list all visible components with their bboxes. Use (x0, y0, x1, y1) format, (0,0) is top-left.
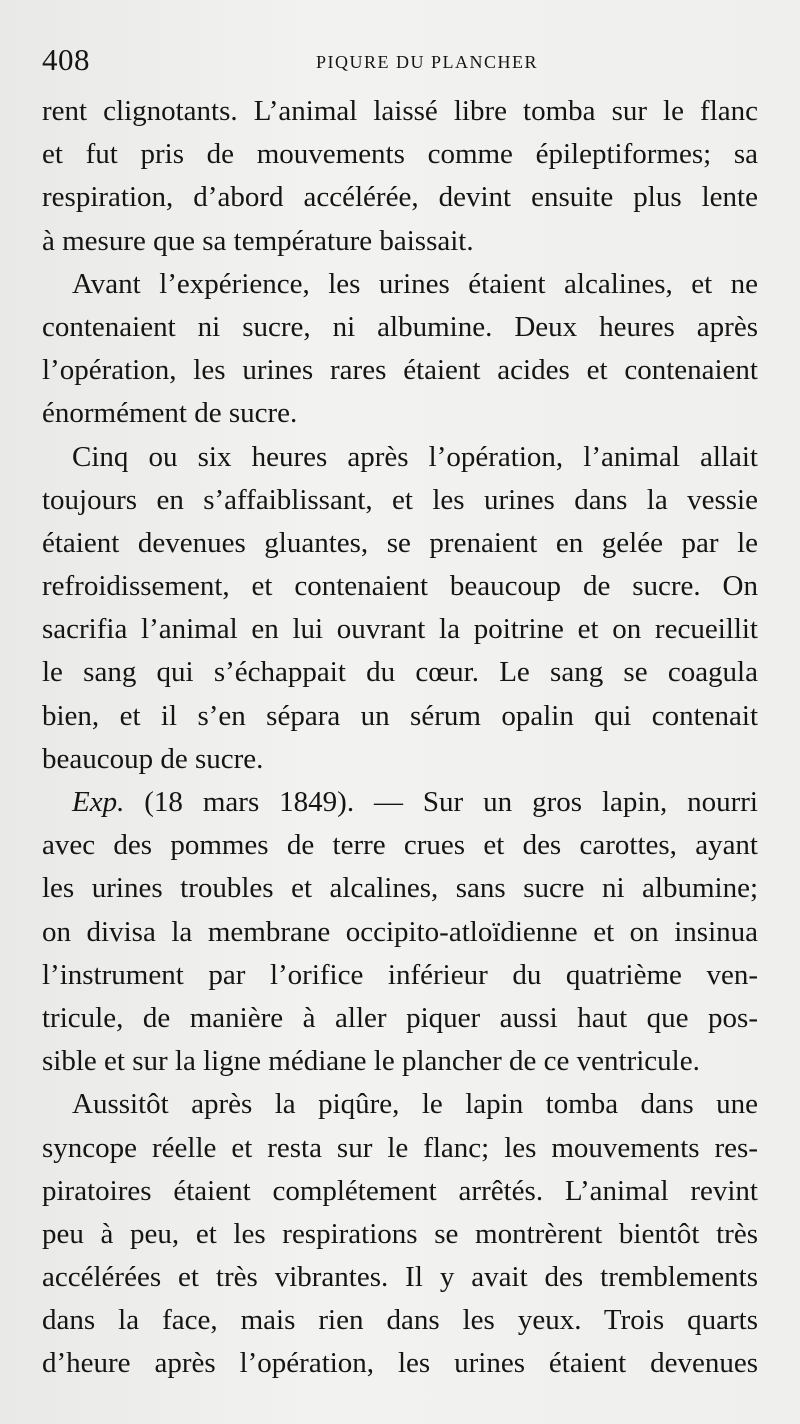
experiment-label: Exp. (72, 786, 125, 818)
text-line: l’instrument par l’orifice inférieur du quatrième ven- (42, 958, 758, 991)
text-line: à mesure que sa température baissait. (42, 224, 474, 257)
text-line: et fut pris de mouvements comme épileptiformes; sa (42, 138, 758, 171)
text-line: sible et sur la ligne médiane le plancher de ce ventricule. (42, 1045, 700, 1078)
text-line: les urines troubles et alcalines, sans sucre ni albumine; (42, 872, 758, 905)
text-line: contenaient ni sucre, ni albumine. Deux heures après (42, 310, 758, 343)
text-line: bien, et il s’en sépara un sérum opalin qui contenait (42, 699, 758, 732)
paragraph-start-line (42, 781, 758, 824)
paragraph-start-line: Cinq ou six heures après l’opération, l’animal allait (72, 440, 758, 473)
experiment-date-text: (18 mars 1849). — Sur un gros lapin, nourri (124, 786, 758, 818)
text-line: on divisa la membrane occipito-atloïdienne et on insinua (42, 915, 758, 948)
text-line: rent clignotants. L’animal laissé libre tomba sur le flanc (42, 95, 758, 127)
page-header (42, 40, 758, 80)
running-head: PIQURE DU PLANCHER (316, 52, 539, 72)
text-line: dans la face, mais rien dans les yeux. Trois quarts (42, 1304, 758, 1337)
text-line: syncope réelle et resta sur le flanc; les mouvements res- (42, 1131, 758, 1164)
text-line: le sang qui s’échappait du cœur. Le sang se coagula (42, 656, 758, 689)
text-line: accélérées et très vibrantes. Il y avait des tremblements (42, 1261, 758, 1294)
text-line: étaient devenues gluantes, se prenaient en gelée par le (42, 526, 758, 559)
text-line: toujours en s’affaiblissant, et les urines dans la vessie (42, 483, 758, 516)
text-line: beaucoup de sucre. (42, 742, 264, 775)
paragraph-start-line: Aussitôt après la piqûre, le lapin tomba dans une (72, 1088, 758, 1121)
text-line: sacrifia l’animal en lui ouvrant la poitrine et on recueillit (42, 613, 758, 646)
text-line: respiration, d’abord accélérée, devint ensuite plus lente (42, 181, 758, 214)
text-line: l’opération, les urines rares étaient acides et contenaient (42, 354, 758, 387)
text-line: tricule, de manière à aller piquer aussi haut que pos- (42, 1001, 758, 1034)
text-line: peu à peu, et les respirations se montrèrent bientôt très (42, 1217, 758, 1250)
paragraph-start-line: Avant l’expérience, les urines étaient alcalines, et ne (72, 267, 758, 300)
text-line: piratoires étaient complétement arrêtés. L’animal revint (42, 1174, 758, 1207)
text-line: d’heure après l’opération, les urines étaient devenues (42, 1347, 758, 1380)
text-line: avec des pommes de terre crues et des carottes, ayant (42, 829, 758, 862)
text-line: refroidissement, et contenaient beaucoup de sucre. On (42, 570, 758, 603)
body-text (42, 90, 758, 1386)
page-number: 408 (42, 42, 90, 77)
text-line: énormément de sucre. (42, 397, 298, 430)
